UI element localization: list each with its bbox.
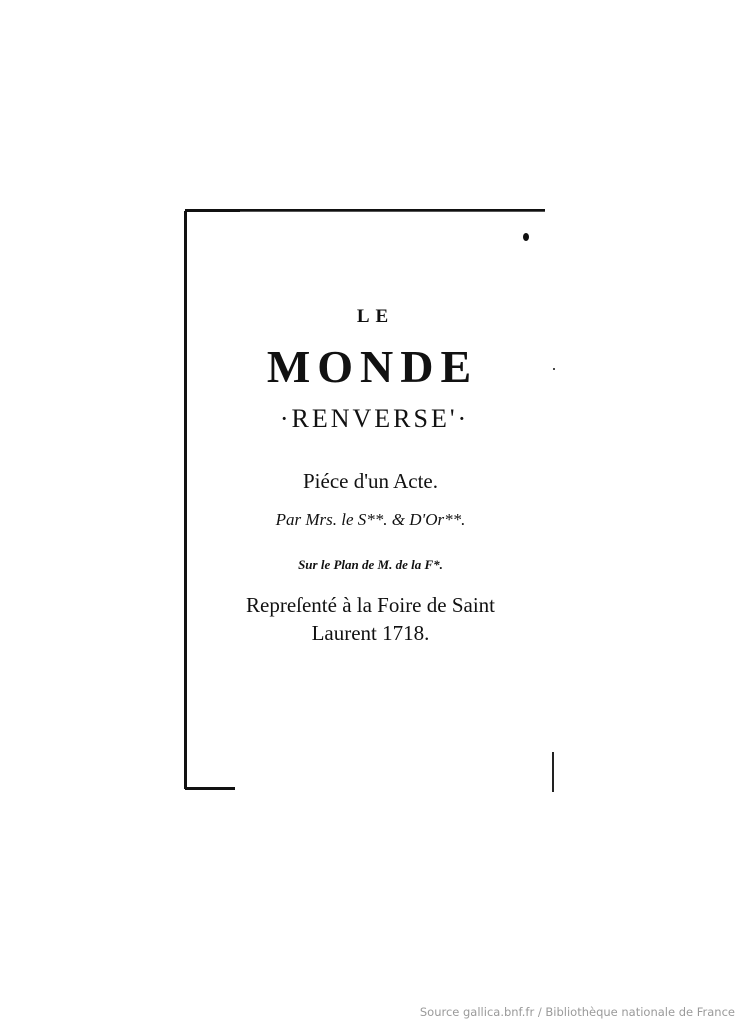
- ink-spot: [523, 233, 529, 241]
- page-right-edge: [552, 752, 554, 792]
- title-monde: MONDE: [266, 341, 479, 392]
- subtitle-piece: Piéce d'un Acte.: [303, 469, 438, 493]
- plan-line: Sur le Plan de M. de la F*.: [298, 557, 443, 572]
- page-left-edge: [184, 211, 187, 789]
- performance-line-1: Repreſenté à la Foire de Saint: [246, 593, 495, 617]
- title-le: LE: [356, 306, 395, 327]
- page-bottom-edge: [185, 787, 235, 790]
- performance-line-2: Laurent 1718.: [311, 621, 430, 645]
- authors-line: Par Mrs. le S**. & D'Or**.: [275, 510, 466, 529]
- page-top-edge-thin: [240, 211, 545, 212]
- title-renverse: ·RENVERSE'·: [279, 404, 470, 433]
- source-credit: Source gallica.bnf.fr / Bibliothèque nationale de France: [419, 1005, 735, 1019]
